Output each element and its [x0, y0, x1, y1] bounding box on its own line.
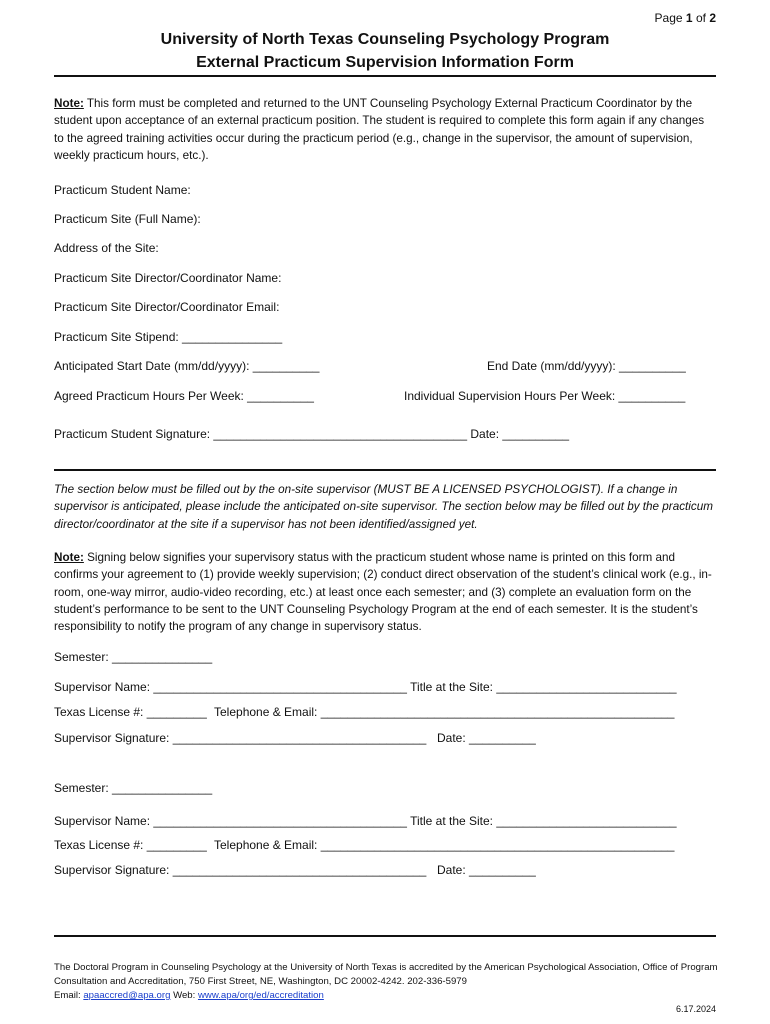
semester-field[interactable]: Semester: _______________: [54, 650, 213, 664]
web-link[interactable]: www.apa/org/ed/accreditation: [197, 990, 324, 1001]
intro-note-label: Note:: [54, 97, 84, 110]
page-prefix: Page: [654, 11, 683, 25]
supervisor-note-label: Note:: [54, 551, 84, 564]
stipend-field[interactable]: Practicum Site Stipend: _______________: [54, 330, 283, 344]
supervisor-signature-field[interactable]: Supervisor Signature: ______________________________________: [54, 731, 427, 745]
accreditation-text: The Doctoral Program in Counseling Psychology at the University of North Texas is accredited by the American Psychological Association, Office of Program Consultation and Accreditation, 750 First Street, NE, Washington, DC 20002-4242. 202-336-5979: [54, 962, 718, 987]
supervisor-date-field[interactable]: Date: __________: [437, 863, 536, 877]
telephone-email-field[interactable]: Telephone & Email: _____________________________________________________: [214, 705, 675, 719]
student-signature-field[interactable]: Practicum Student Signature: ______________________________________ Date: __________: [54, 427, 570, 441]
supervisor-signature-field[interactable]: Supervisor Signature: ______________________________________: [54, 863, 427, 877]
intro-note: [54, 95, 714, 164]
telephone-email-field[interactable]: Telephone & Email: _____________________________________________________: [214, 838, 675, 852]
page-title-line1: University of North Texas Counseling Psychology Program: [160, 31, 610, 48]
page-of: of: [695, 11, 706, 25]
end-date-field[interactable]: End Date (mm/dd/yyyy): __________: [487, 359, 686, 373]
page-current: 1: [685, 11, 693, 25]
site-full-name-field[interactable]: Practicum Site (Full Name):: [54, 212, 201, 226]
section-divider: [54, 469, 716, 471]
page-title-line2: External Practicum Supervision Information Form: [196, 54, 574, 71]
license-field[interactable]: Texas License #: _________: [54, 838, 207, 852]
supervisor-date-field[interactable]: Date: __________: [437, 731, 536, 745]
intro-note-text: This form must be completed and returned to the UNT Counseling Psychology External Practicum Coordinator by the student upon acceptance of an external practicum position. The student is required to complete this form again if any changes to the agreed training activities occur during the practicum period (e.g., change in the supervisor, the amount of supervision, weekly practicum hours, etc.).: [54, 97, 705, 162]
contact-line: [54, 989, 718, 1003]
director-name-field[interactable]: Practicum Site Director/Coordinator Name:: [54, 271, 282, 285]
semester-field[interactable]: Semester: _______________: [54, 781, 213, 795]
supervisor-note: [54, 549, 714, 635]
page-total: 2: [709, 11, 716, 25]
start-date-field[interactable]: Anticipated Start Date (mm/dd/yyyy): __________: [54, 359, 320, 373]
email-label: Email:: [54, 990, 84, 1001]
web-label: Web:: [170, 990, 198, 1001]
version-date: 6.17.2024: [675, 1004, 716, 1014]
supervisor-note-text: Signing below signifies your supervisory status with the practicum student whose name is printed on this form and confirms your agreement to (1) provide weekly supervision; (2) conduct direct observation of the student’s clinical work (e.g., in-room, one-way mirror, audio-video recording, etc.) at least once each semester; and (3) complete an evaluation form on the student’s performance to be sent to the UNT Counseling Psychology Program at the end of each semester. It is the student’s responsibility to notify the program of any change in supervisory status.: [54, 551, 712, 634]
supervision-hours-field[interactable]: Individual Supervision Hours Per Week: __________: [404, 389, 686, 403]
license-field[interactable]: Texas License #: _________: [54, 705, 207, 719]
page-indicator: [655, 11, 716, 25]
director-email-field[interactable]: Practicum Site Director/Coordinator Email:: [54, 300, 280, 314]
site-address-field[interactable]: Address of the Site:: [54, 241, 159, 255]
header-divider: [54, 75, 716, 77]
supervisor-name-field[interactable]: Supervisor Name: ______________________________________ Title at the Site: ___________________________: [54, 680, 677, 694]
student-name-field[interactable]: Practicum Student Name:: [54, 183, 191, 197]
email-link[interactable]: apaaccred@apa.org: [83, 990, 171, 1001]
hours-per-week-field[interactable]: Agreed Practicum Hours Per Week: __________: [54, 389, 314, 403]
supervisor-instructions: The section below must be filled out by the on-site supervisor (MUST BE A LICENSED PSYCHOLOGIST). If a change in supervisor is anticipated, please include the anticipated on-site supervisor. The section below may be filled out by the practicum director/coordinator at the site if a supervisor has not been identified/assigned yet.: [54, 483, 713, 531]
footer-divider: [54, 935, 716, 937]
supervisor-name-field[interactable]: Supervisor Name: ______________________________________ Title at the Site: ___________________________: [54, 814, 677, 828]
